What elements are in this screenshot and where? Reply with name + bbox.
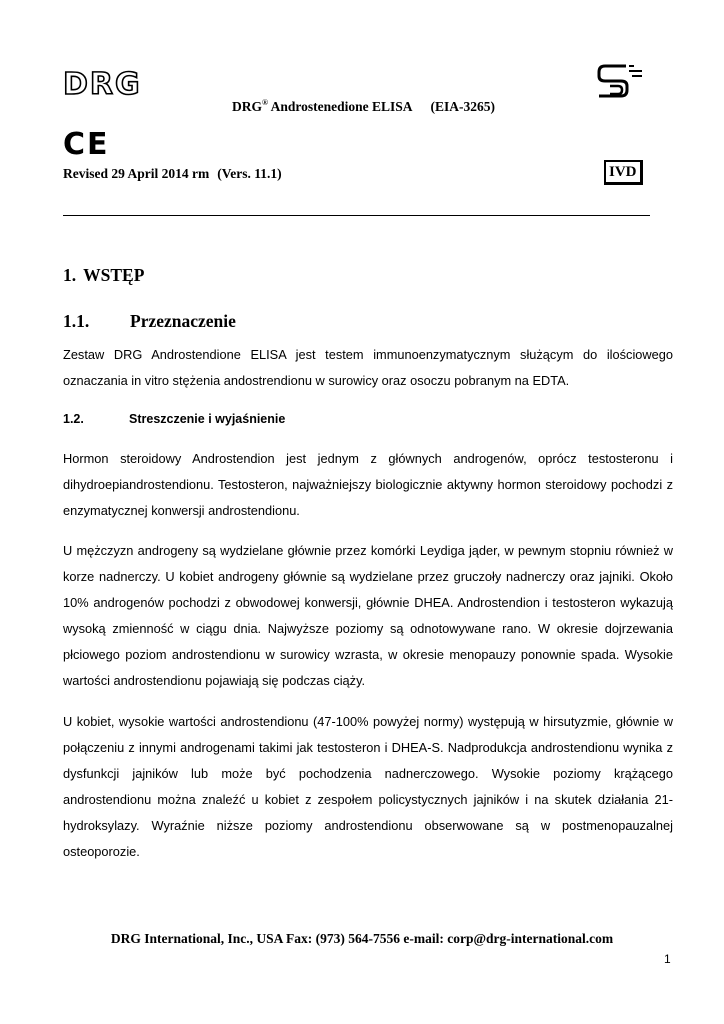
ivd-badge: IVD [604,160,643,185]
footer-contact: DRG International, Inc., USA Fax: (973) 564-7556 e-mail: corp@drg-international.com [110,931,614,946]
summary-paragraph-2: U mężczyzn androgeny są wydzielane głównie przez komórki Leydiga jąder, w pewnym stopniu również w korze nadnerczy. U kobiet androgeny głównie są wydzielane przez gruczoły nadnerczy oraz jajniki. Około 10% androgenów pochodzi z obwodowej konwersji, głównie DHEA. Androstendion i testosteron wykazują wysoką zmienność w ciągu dnia. Najwyższe poziomy są odnotowywane rano. W okresie dojrzewania płciowego poziom androstendionu w surowicy wzrasta, w okresie menopauzy ponownie spada. Wysokie wartości androstendionu pojawiają się podczas ciąży. [63,543,673,688]
drg-logo [62,68,158,98]
summary-paragraph-1: Hormon steroidowy Androstendion jest jednym z głównych androgenów, oprócz testosteronu i dihydroepiandrostendionu. Testosteron, najważniejszy biologicznie aktywny hormon steroidowy pochodzi z enzymatycznej konwersji androstendionu. [63,451,673,518]
ce-mark-icon: CE [63,127,110,162]
company-s-logo [596,63,644,99]
subsection-heading-intended-use: 1.1. Przeznaczenie [63,311,236,331]
header-divider [63,215,650,216]
summary-paragraph-3: U kobiet, wysokie wartości androstendionu (47-100% powyżej normy) występują w hirsutyzmie, głównie w połączeniu z innymi androgenami takimi jak testosteron i DHEA-S. Nadprodukcja androstendionu wynika z dysfunkcji jajników lub może być pochodzenia nadnerczowego. Wysokie poziomy krążącego androstendionu można znaleźć u kobiet z zespołem policystycznych jajników i na skutek działania 21-hydroksylazy. Wyraźnie niższe poziomy androstendionu obserwowane są w postmenopauzalnej osteoporozie. [63,714,673,859]
section-heading: 1. WSTĘP [63,265,145,285]
intended-use-paragraph: Zestaw DRG Androstendione ELISA jest testem immunoenzymatycznym służącym do ilościowego oznaczania in vitro stężenia andostrendionu w surowicy oraz osoczu pobranym na EDTA. [63,347,673,388]
revision-info: Revised 29 April 2014 rm (Vers. 11.1) [63,166,282,181]
document-title: DRG® Androstenedione ELISA (EIA-3265) [232,98,496,114]
drg-logo-text: DRG [63,68,142,98]
subsection-heading-summary: 1.2. Streszczenie i wyjaśnienie [63,412,286,426]
page-number: 1 [664,952,671,966]
